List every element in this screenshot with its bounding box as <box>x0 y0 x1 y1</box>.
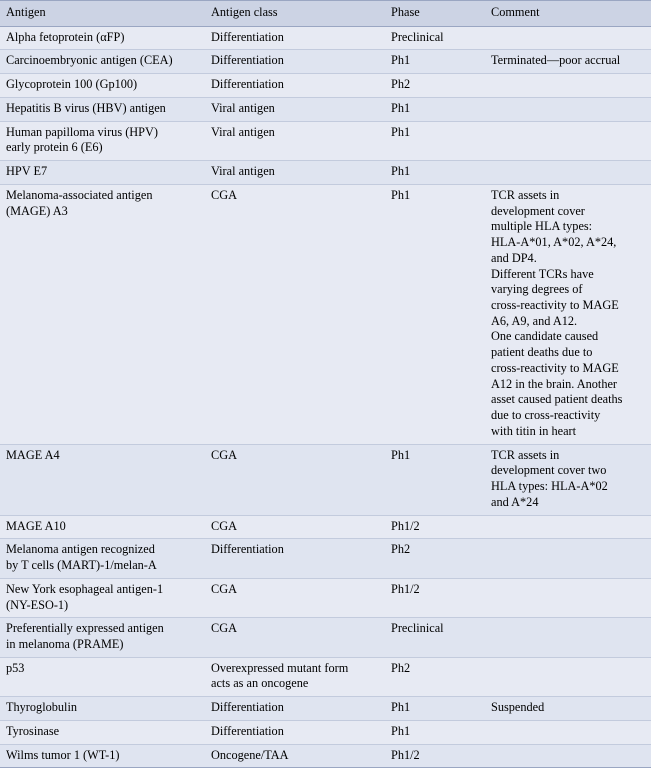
cell-antigen: Carcinoembryonic antigen (CEA) <box>0 50 205 74</box>
cell-antigen: Alpha fetoprotein (αFP) <box>0 26 205 50</box>
table-row <box>0 444 651 515</box>
cell-antigen: HPV E7 <box>0 161 205 185</box>
cell-antigen: Tyrosinase <box>0 720 205 744</box>
table-row <box>0 97 651 121</box>
cell-comment <box>485 744 651 768</box>
table-body <box>0 26 651 768</box>
cell-comment: Terminated—poor accrual <box>485 50 651 74</box>
cell-comment <box>485 74 651 98</box>
cell-phase: Ph2 <box>385 539 485 578</box>
column-header-antigen: Antigen <box>0 1 205 27</box>
table-row <box>0 578 651 617</box>
cell-phase: Ph1 <box>385 121 485 160</box>
column-header-comment: Comment <box>485 1 651 27</box>
cell-antigen: MAGE A4 <box>0 444 205 515</box>
cell-antigen: Preferentially expressed antigen in melanoma (PRAME) <box>0 618 205 657</box>
table-row <box>0 744 651 768</box>
cell-antigen-class: CGA <box>205 444 385 515</box>
cell-antigen: p53 <box>0 657 205 696</box>
cell-antigen: Human papilloma virus (HPV) early protein 6 (E6) <box>0 121 205 160</box>
cell-comment: TCR assets in development cover two HLA types: HLA-A*02 and A*24 <box>485 444 651 515</box>
cell-phase: Ph1/2 <box>385 515 485 539</box>
table-row <box>0 74 651 98</box>
table-row <box>0 657 651 696</box>
cell-comment <box>485 539 651 578</box>
cell-antigen-class: Differentiation <box>205 539 385 578</box>
table-row <box>0 697 651 721</box>
cell-antigen: MAGE A10 <box>0 515 205 539</box>
table-row <box>0 161 651 185</box>
cell-antigen-class: Viral antigen <box>205 97 385 121</box>
cell-antigen-class: Oncogene/TAA <box>205 744 385 768</box>
cell-antigen-class: CGA <box>205 515 385 539</box>
cell-comment: TCR assets in development cover multiple HLA types: HLA-A*01, A*02, A*24, and DP4. Different TCRs have varying degrees of cross-reactivity to MAGE A6, A9, and A12. One candidate caused patient deaths due to cross-reactivity to MAGE A12 in the brain. Another asset caused patient deaths due to cross-reactivity with titin in heart <box>485 184 651 444</box>
cell-comment <box>485 618 651 657</box>
cell-antigen-class: Differentiation <box>205 720 385 744</box>
cell-phase: Preclinical <box>385 26 485 50</box>
cell-antigen-class: Differentiation <box>205 50 385 74</box>
cell-comment <box>485 515 651 539</box>
cell-antigen-class: Overexpressed mutant form acts as an oncogene <box>205 657 385 696</box>
cell-antigen-class: Differentiation <box>205 26 385 50</box>
cell-antigen: Thyroglobulin <box>0 697 205 721</box>
cell-comment <box>485 720 651 744</box>
table-row <box>0 539 651 578</box>
cell-phase: Ph1 <box>385 697 485 721</box>
cell-antigen: Hepatitis B virus (HBV) antigen <box>0 97 205 121</box>
cell-antigen-class: Viral antigen <box>205 121 385 160</box>
cell-phase: Ph1 <box>385 50 485 74</box>
table-row <box>0 184 651 444</box>
table-row <box>0 121 651 160</box>
cell-antigen: Melanoma-associated antigen (MAGE) A3 <box>0 184 205 444</box>
cell-antigen-class: CGA <box>205 184 385 444</box>
cell-comment <box>485 26 651 50</box>
cell-comment <box>485 121 651 160</box>
cell-antigen-class: CGA <box>205 618 385 657</box>
cell-antigen-class: CGA <box>205 578 385 617</box>
cell-phase: Ph1/2 <box>385 744 485 768</box>
cell-phase: Ph1 <box>385 161 485 185</box>
cell-phase: Ph2 <box>385 74 485 98</box>
cell-phase: Ph1 <box>385 97 485 121</box>
cell-phase: Ph1 <box>385 720 485 744</box>
cell-antigen-class: Differentiation <box>205 74 385 98</box>
cell-comment <box>485 97 651 121</box>
cell-antigen: Glycoprotein 100 (Gp100) <box>0 74 205 98</box>
table-row <box>0 26 651 50</box>
cell-antigen: Wilms tumor 1 (WT-1) <box>0 744 205 768</box>
cell-antigen: Melanoma antigen recognized by T cells (MART)-1/melan-A <box>0 539 205 578</box>
cell-comment <box>485 657 651 696</box>
cell-antigen: New York esophageal antigen-1 (NY-ESO-1) <box>0 578 205 617</box>
table-row <box>0 720 651 744</box>
cell-antigen-class: Differentiation <box>205 697 385 721</box>
cell-phase: Ph1 <box>385 444 485 515</box>
cell-comment: Suspended <box>485 697 651 721</box>
cell-phase: Ph1/2 <box>385 578 485 617</box>
cell-comment <box>485 578 651 617</box>
cell-phase: Ph2 <box>385 657 485 696</box>
cell-phase: Ph1 <box>385 184 485 444</box>
table-row <box>0 515 651 539</box>
table-header-row <box>0 1 651 27</box>
cell-phase: Preclinical <box>385 618 485 657</box>
table-row <box>0 50 651 74</box>
table-row <box>0 618 651 657</box>
column-header-antigen-class: Antigen class <box>205 1 385 27</box>
table-header <box>0 1 651 27</box>
column-header-phase: Phase <box>385 1 485 27</box>
cell-comment <box>485 161 651 185</box>
cell-antigen-class: Viral antigen <box>205 161 385 185</box>
